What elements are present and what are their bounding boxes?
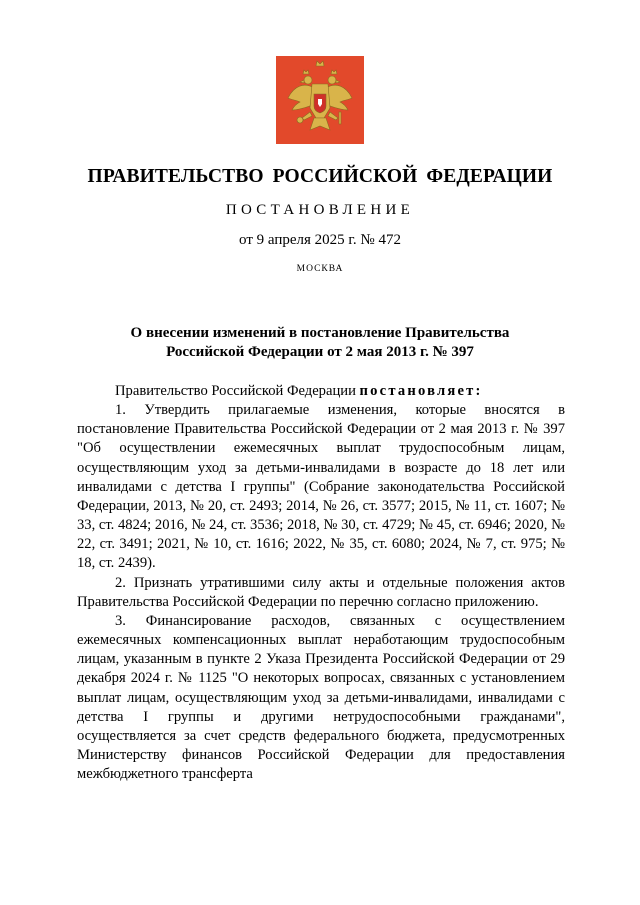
document-subject (0, 324, 640, 362)
paragraph-item-2: 2. Признать утратившими силу акты и отдельные положения актов Правительства Российской Федерации по перечню согласно приложению. (77, 574, 565, 610)
document-type: ПОСТАНОВЛЕНИЕ (225, 202, 415, 218)
subject-line-1: О внесении изменений в постановление Правительства (130, 325, 510, 341)
document-city: МОСКВА (296, 264, 344, 274)
government-title: ПРАВИТЕЛЬСТВО РОССИЙСКОЙ ФЕДЕРАЦИИ (87, 166, 553, 187)
document-date-number: от 9 апреля 2025 г. № 472 (239, 232, 401, 248)
document-body (77, 382, 565, 784)
paragraph-item-1: 1. Утвердить прилагаемые изменения, которые вносятся в постановление Правительства Российской Федерации от 2 мая 2013 г. № 397 "Об осуществлении ежемесячных выплат трудоспособным лицам, осуществляющим уход за детьми-инвалидами в возрасте до 18 лет или инвалидами с детства I группы" (Собрание законодательства Российской Федерации, 2013, № 20, ст. 2493; 2014, № 26, ст. 3577; 2015, № 11, ст. 1607; № 33, ст. 4824; 2016, № 24, ст. 3536; 2018, № 30, ст. 4729; № 45, ст. 6946; 2020, № 22, ст. 3491; 2021, № 10, ст. 1616; 2022, № 35, ст. 6080; 2024, № 7, ст. 975; № 18, ст. 2439). (77, 402, 565, 572)
paragraph-item-3: 3. Финансирование расходов, связанных с осуществлением ежемесячных компенсационных выплат неработающим трудоспособным лицам, указанным в пункте 2 Указа Президента Российской Федерации от 29 декабря 2024 г. № 1125 "О некоторых вопросах, связанных с установлением выплат лицам, осуществляющим уход за детьми-инвалидами, инвалидами с детства I группы и другими нетрудоспособными гражданами", осуществляется за счет средств федерального бюджета, предусмотренных Министерству финансов Российской Федерации для предоставления межбюджетного трансферта (77, 612, 565, 783)
intro-paragraph (77, 382, 565, 401)
resolves-keyword: постановляет: (359, 383, 483, 399)
coat-of-arms-emblem (276, 56, 364, 144)
intro-text: Правительство Российской Федерации (115, 383, 360, 399)
subject-line-2: Российской Федерации от 2 мая 2013 г. № 397 (166, 344, 474, 360)
double-headed-eagle-icon (276, 56, 364, 144)
